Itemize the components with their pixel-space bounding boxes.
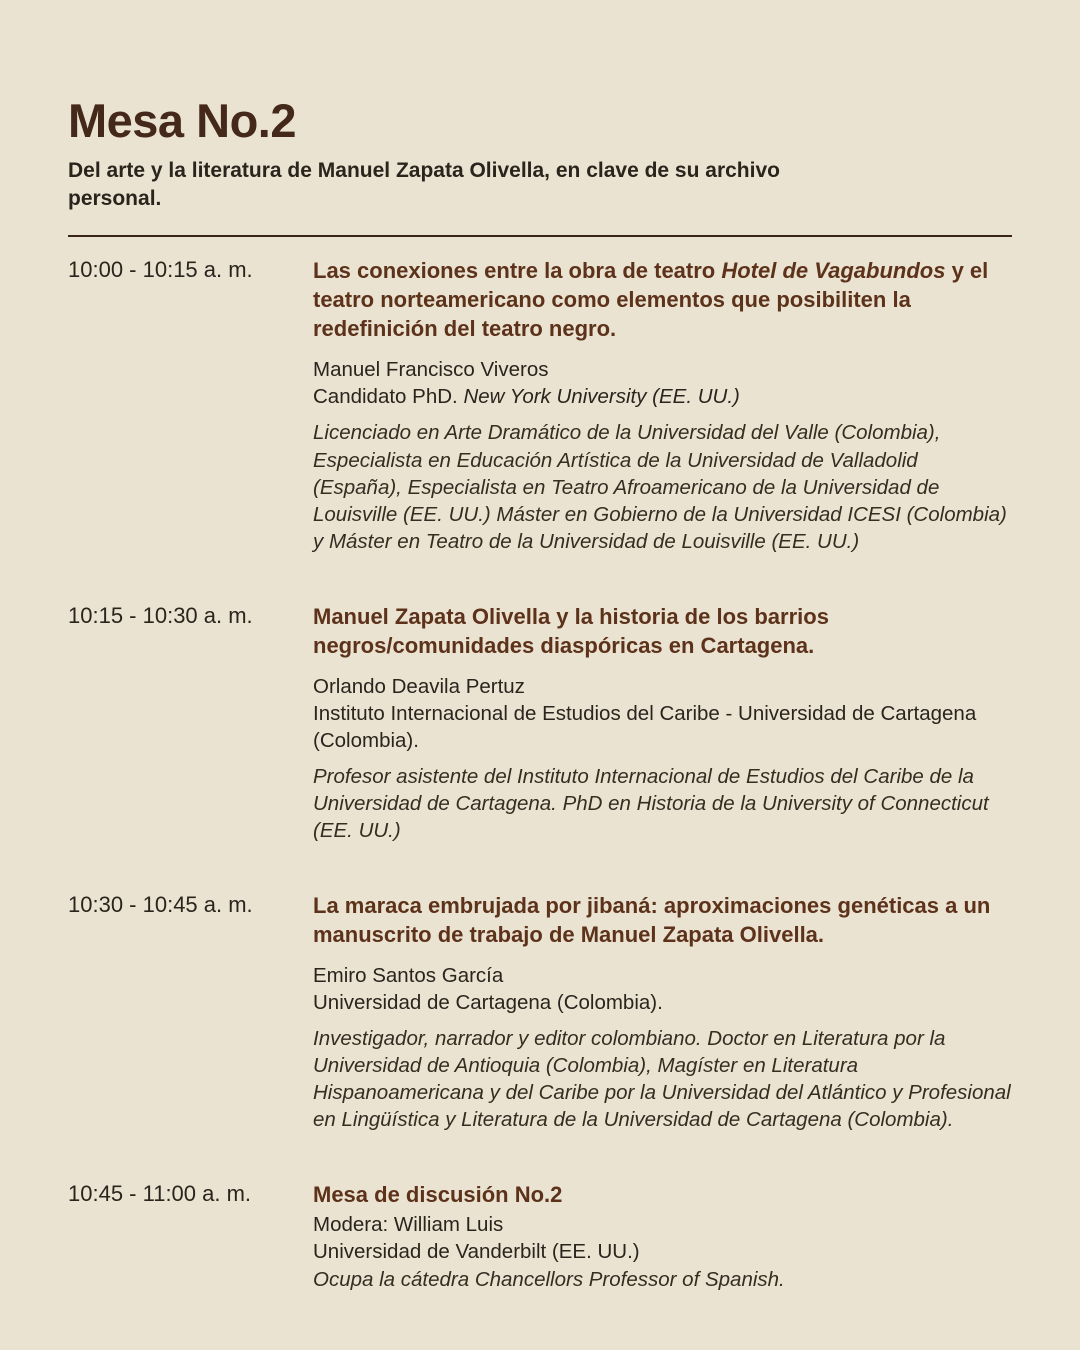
- text-segment: Modera: William Luis: [313, 1212, 504, 1236]
- text-segment: Instituto Internacional de Estudios del Caribe - Universidad de Cartagena (Colombia).: [313, 701, 977, 752]
- session-list: [68, 256, 1012, 1293]
- session-content: [313, 891, 1012, 1134]
- speaker-line: [313, 673, 1012, 700]
- text-segment: Orlando Deavila Pertuz: [313, 674, 525, 698]
- speaker-line: [313, 383, 1012, 410]
- speaker-line: [313, 700, 1012, 754]
- session-row: [68, 891, 1012, 1134]
- session-content: [313, 1180, 1012, 1293]
- session-title: [313, 256, 1012, 343]
- session-title: [313, 602, 1012, 660]
- speaker-line: [313, 1238, 1012, 1265]
- text-segment: La maraca embrujada por jibaná: aproximaciones genéticas a un manuscrito de trabajo de Manuel Zapata Olivella.: [313, 892, 991, 947]
- session-row: [68, 1180, 1012, 1293]
- session-time: 10:15 - 10:30 a. m.: [68, 602, 253, 628]
- divider: [68, 235, 1012, 237]
- page-subtitle: Del arte y la literatura de Manuel Zapata Olivella, en clave de su archivo personal.: [68, 159, 780, 211]
- text-segment: Manuel Francisco Viveros: [313, 358, 549, 382]
- text-segment: Manuel Zapata Olivella y la historia de los barrios negros/comunidades diaspóricas en Cartagena.: [313, 603, 829, 658]
- text-segment: Mesa de discusión No.2: [313, 1181, 563, 1207]
- text-segment: Universidad de Cartagena (Colombia).: [313, 990, 663, 1014]
- speaker-block: [313, 356, 1012, 410]
- text-segment: y el teatro norteamericano como elementos que posibiliten la redefinición del teatro negro.: [313, 258, 989, 342]
- session-title: [313, 1180, 1012, 1209]
- session-content: [313, 602, 1012, 845]
- session-time: 10:45 - 11:00 a. m.: [68, 1180, 252, 1206]
- speaker-bio: Profesor asistente del Instituto Internacional de Estudios del Caribe de la Universidad de Cartagena. PhD en Historia de la University of Connecticut (EE. UU.): [313, 764, 989, 843]
- session-row: [68, 602, 1012, 845]
- speaker-line: [313, 356, 1012, 383]
- text-segment: Emiro Santos García: [313, 963, 504, 987]
- session-row: [68, 256, 1012, 555]
- title-italic-segment: New York University (EE. UU.): [463, 385, 740, 409]
- text-segment: Universidad de Vanderbilt (EE. UU.): [313, 1239, 640, 1263]
- title-italic-segment: Hotel de Vagabundos: [721, 258, 946, 284]
- speaker-block: [313, 962, 1012, 1016]
- session-title: [313, 891, 1012, 949]
- session-time: 10:00 - 10:15 a. m.: [68, 257, 253, 283]
- text-segment: Las conexiones entre la obra de teatro: [313, 258, 722, 284]
- speaker-bio: Ocupa la cátedra Chancellors Professor of Spanish.: [313, 1267, 785, 1291]
- speaker-line: [313, 989, 1012, 1016]
- speaker-line: [313, 962, 1012, 989]
- speaker-bio: Investigador, narrador y editor colombiano. Doctor en Literatura por la Universidad de Antioquia (Colombia), Magíster en Literatura Hispanoamericana y del Caribe por la Universidad del Atlántico y Profesional en Lingüística y Literatura de la Universidad de Cartagena (Colombia).: [313, 1026, 1011, 1132]
- session-content: [313, 256, 1012, 555]
- text-segment: Candidato PhD.: [313, 385, 464, 409]
- speaker-bio: Licenciado en Arte Dramático de la Universidad del Valle (Colombia), Especialista en Educación Artística de la Universidad de Valladolid (España), Especialista en Teatro Afroamericano de la Universidad de Louisville (EE. UU.) Máster en Gobierno de la Universidad ICESI (Colombia) y Máster en Teatro de la Universidad de Louisville (EE. UU.): [313, 421, 1007, 554]
- page-title: Mesa No.2: [68, 94, 296, 147]
- session-time: 10:30 - 10:45 a. m.: [68, 891, 253, 917]
- speaker-block: [313, 1211, 1012, 1265]
- speaker-block: [313, 673, 1012, 754]
- speaker-line: [313, 1211, 1012, 1238]
